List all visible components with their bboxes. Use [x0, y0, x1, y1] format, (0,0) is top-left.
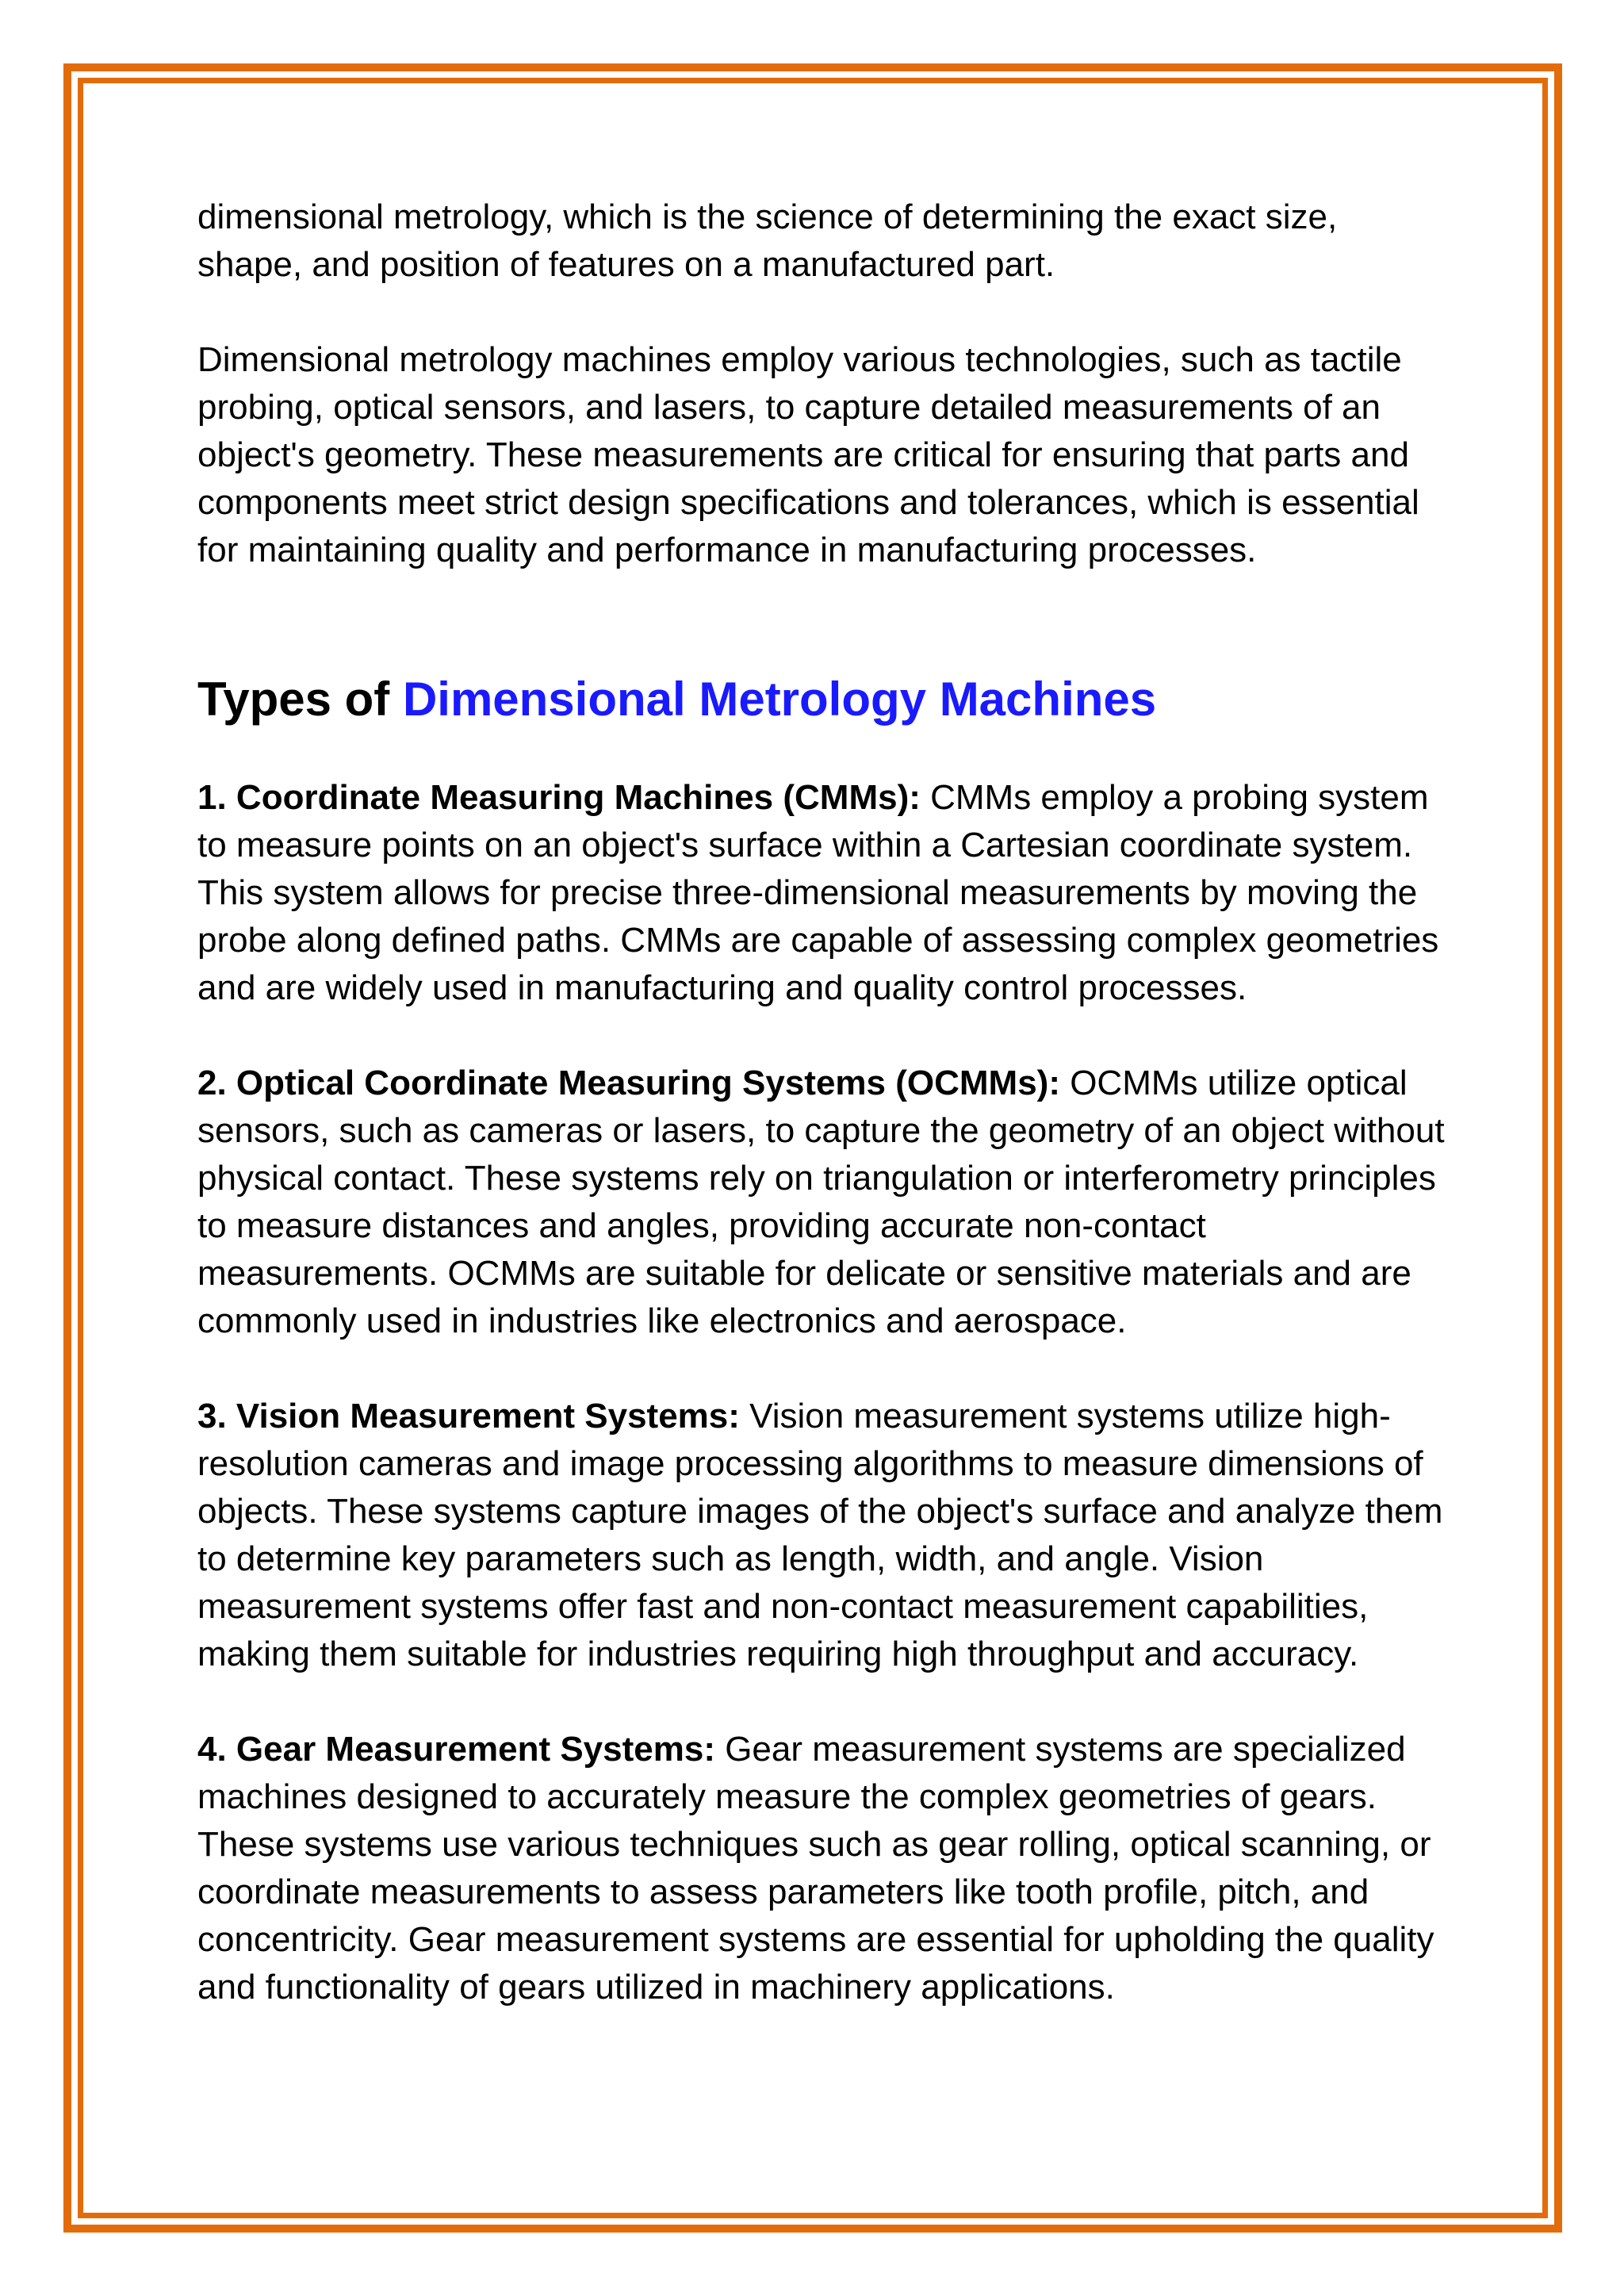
heading-accent: Dimensional Metrology Machines	[402, 673, 1157, 726]
item-text: OCMMs utilize optical sensors, such as cameras or lasers, to capture the geometry of an object without physical contact. These systems rely on triangulation or interferometry principles to measure distances and angles, providing accurate non-contact measurements. OCMMs are suitable for delicate or sensitive materials and are commonly used in industries like electronics and aerospace.	[197, 1064, 1445, 1340]
item-title: 4. Gear Measurement Systems:	[197, 1730, 715, 1769]
list-item-ocmm	[197, 1060, 1450, 1345]
intro-continuation-paragraph: dimensional metrology, which is the science of determining the exact size, shape, and position of features on a manufactured part.	[197, 197, 1338, 284]
item-text: CMMs employ a probing system to measure points on an object's surface within a Cartesian coordinate system. This system allows for precise three-dimensional measurements by moving the probe along defined paths. CMMs are capable of assessing complex geometries and are widely used in manufacturing and quality control processes.	[197, 778, 1439, 1007]
document-body	[197, 194, 1450, 2011]
item-text: Gear measurement systems are specialized machines designed to accurately measure the complex geometries of gears. These systems use various techniques such as gear rolling, optical scanning, or coordinate measurements to assess parameters like tooth profile, pitch, and concentricity. Gear measurement systems are essential for upholding the quality and functionality of gears utilized in machinery applications.	[197, 1730, 1434, 2007]
item-title: 3. Vision Measurement Systems:	[197, 1397, 740, 1435]
item-text: Vision measurement systems utilize high-resolution cameras and image processing algorithms to measure dimensions of objects. These systems capture images of the object's surface and analyze them to determine key parameters such as length, width, and angle. Vision measurement systems offer fast and non-contact measurement capabilities, making them suitable for industries requiring high throughput and accuracy.	[197, 1397, 1443, 1673]
list-item-cmm	[197, 774, 1450, 1012]
list-item-gear	[197, 1726, 1450, 2011]
section-heading	[197, 668, 1450, 731]
technologies-paragraph: Dimensional metrology machines employ various technologies, such as tactile probing, optical sensors, and lasers, to capture detailed measurements of an object's geometry. These measurements are critical for ensuring that parts and components meet strict design specifications and tolerances, which is essential for maintaining quality and performance in manufacturing processes.	[197, 340, 1419, 569]
item-title: 2. Optical Coordinate Measuring Systems (OCMMs):	[197, 1064, 1060, 1102]
item-title: 1. Coordinate Measuring Machines (CMMs):	[197, 778, 921, 817]
list-item-vision	[197, 1393, 1450, 1678]
heading-prefix: Types of	[197, 673, 403, 726]
